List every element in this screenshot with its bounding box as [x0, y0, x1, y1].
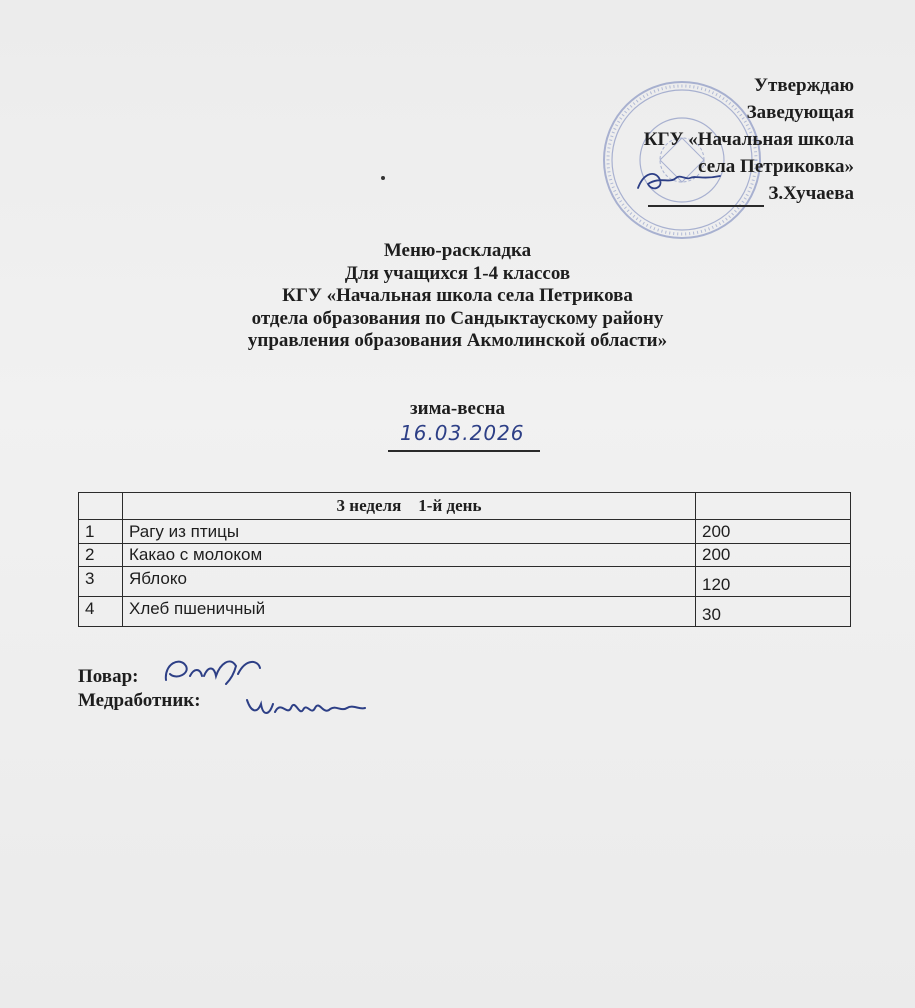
dish-quantity: 120	[696, 567, 851, 597]
heading-region: управления образования Акмолинской области»	[247, 330, 668, 351]
cook-label: Повар:	[78, 666, 139, 687]
heading-audience: Для учащихся 1-4 классов	[344, 262, 571, 284]
dish-quantity: 200	[696, 544, 851, 567]
season-label: зима-весна	[409, 398, 506, 419]
approval-org: КГУ «Начальная школа	[643, 129, 854, 150]
dish-name: Какао с молоком	[123, 544, 696, 567]
approval-position: Заведующая	[746, 102, 854, 123]
approval-org-village: села Петриковка»	[698, 156, 854, 177]
row-number: 4	[79, 597, 123, 627]
row-number: 1	[79, 520, 123, 544]
table-row	[79, 597, 851, 627]
header-empty-cell	[79, 493, 123, 520]
heading-title: Меню-раскладка	[383, 240, 532, 261]
table-row	[79, 520, 851, 544]
handwritten-date: 16.03.2026	[400, 421, 525, 445]
document-heading	[0, 240, 915, 353]
heading-school: КГУ «Начальная школа села Петрикова	[282, 285, 633, 306]
table-header: 3 неделя 1-й день	[123, 493, 696, 520]
header-empty-cell	[696, 493, 851, 520]
chief-signature	[630, 166, 725, 196]
dish-name: Хлеб пшеничный	[123, 597, 696, 627]
approval-title: Утверждаю	[754, 75, 854, 96]
approval-signer: З.Хучаева	[768, 183, 854, 204]
dish-quantity: 200	[696, 520, 851, 544]
table-row	[79, 544, 851, 567]
cook-signature	[160, 650, 270, 690]
heading-department: отдела образования по Сандыктаускому району	[251, 307, 664, 329]
dish-name: Яблоко	[123, 567, 696, 597]
medic-label: Медработник:	[78, 690, 201, 711]
row-number: 2	[79, 544, 123, 567]
dish-quantity: 30	[696, 597, 851, 627]
table-row	[79, 567, 851, 597]
table-header-row	[79, 493, 851, 520]
stray-dot	[381, 176, 385, 180]
dish-name: Рагу из птицы	[123, 520, 696, 544]
menu-table	[78, 492, 851, 627]
medic-signature	[243, 690, 368, 726]
row-number: 3	[79, 567, 123, 597]
